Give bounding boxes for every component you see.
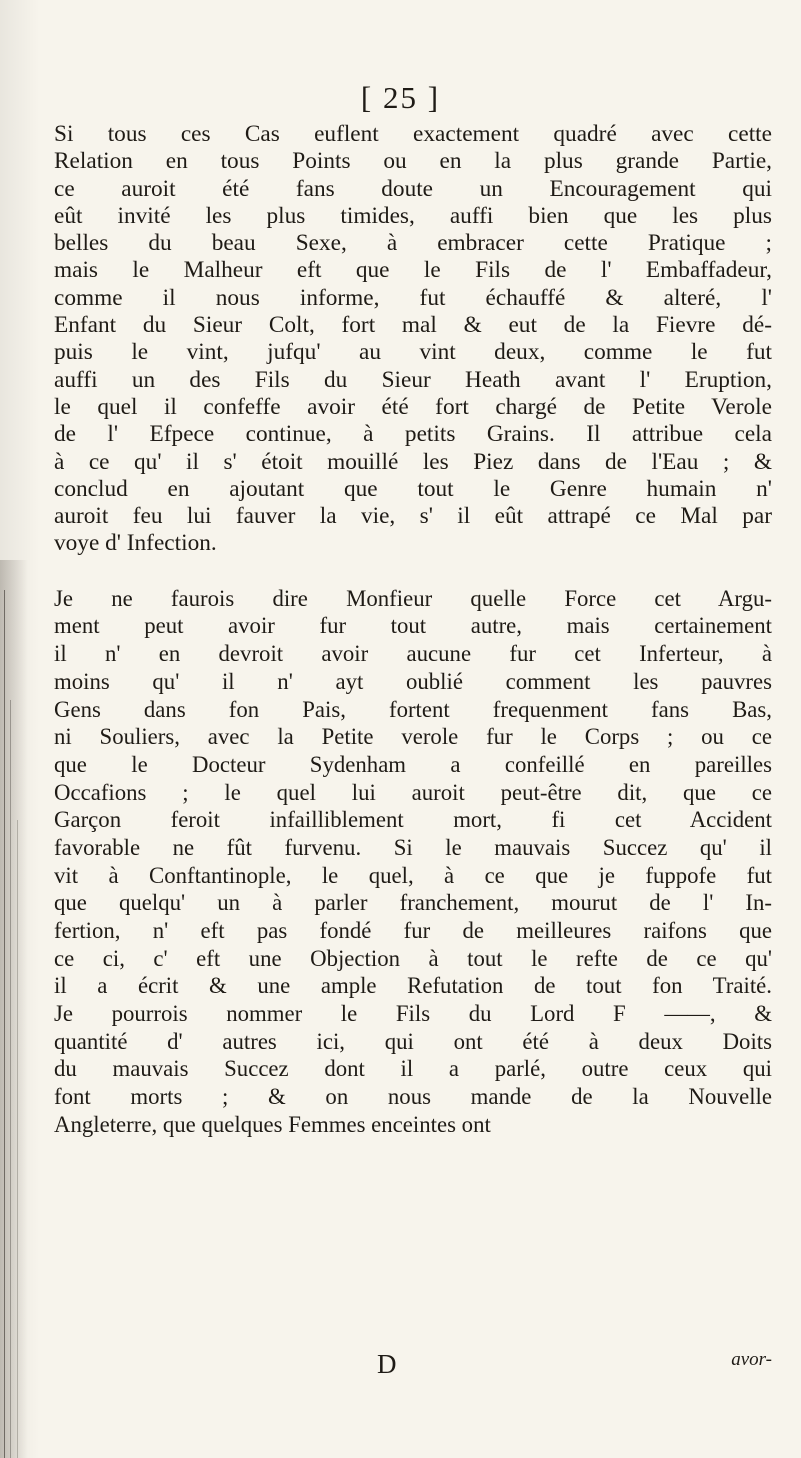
text-line: comme il nous informe, fut échauffé & alteré, l' — [54, 284, 772, 311]
text-line: Gens dans fon Pais, fortent frequenment fans Bas, — [54, 696, 772, 722]
text-line: belles du beau Sexe, à embracer cette Pratique ; — [54, 230, 772, 257]
text-line: font morts ; & on nous mande de la Nouvelle — [54, 1084, 772, 1110]
text-line: le quel il confeffe avoir été fort chargé de Petite Verole — [54, 393, 772, 420]
text-line: vit à Conftantinople, le quel, à ce que je fuppofe fut — [54, 862, 772, 888]
binding-edge-line — [17, 820, 18, 1458]
paragraph-1 — [54, 121, 772, 558]
text-line: mais le Malheur eft que le Fils de l' Embaffadeur, — [54, 257, 772, 284]
text-line: conclud en ajoutant que tout le Genre humain n' — [54, 475, 772, 502]
text-line: que le Docteur Sydenham a confeillé en pareilles — [54, 751, 772, 777]
text-line: de l' Efpece continue, à petits Grains. Il attribue cela — [54, 421, 772, 448]
text-line: favorable ne fût furvenu. Si le mauvais Succez qu' il — [54, 834, 772, 860]
page-number: [ 25 ] — [360, 80, 441, 115]
text-line: Je pourrois nommer le Fils du Lord F ——, & — [54, 1001, 772, 1027]
text-line: quantité d' autres ici, qui ont été à deux Doits — [54, 1028, 772, 1054]
text-line: auffi un des Fils du Sieur Heath avant l' Eruption, — [54, 366, 772, 393]
text-line: Occafions ; le quel lui auroit peut-être dit, que ce — [54, 779, 772, 805]
catchword: avor- — [731, 1349, 772, 1370]
text-line: auroit feu lui fauver la vie, s' il eût attrapé ce Mal par — [54, 503, 772, 530]
page-footer — [54, 1349, 772, 1379]
text-line: il n' en devroit avoir aucune fur cet Inferteur, à — [54, 641, 772, 667]
text-line: Angleterre, que quelques Femmes enceintes ont — [54, 1111, 491, 1137]
text-line: eût invité les plus timides, auffi bien que les plus — [54, 202, 772, 229]
text-line: Je ne faurois dire Monfieur quelle Force cet Argu- — [54, 585, 772, 611]
text-line: moins qu' il n' ayt oublié comment les pauvres — [54, 668, 772, 694]
text-line: ni Souliers, avec la Petite verole fur le Corps ; ou ce — [54, 724, 772, 750]
text-line: Enfant du Sieur Colt, fort mal & eut de la Fievre dé- — [54, 312, 772, 339]
signature-mark: D — [377, 1349, 397, 1379]
text-line: fertion, n' eft pas fondé fur de meilleures raifons que — [54, 918, 772, 943]
body-text — [54, 121, 772, 1139]
binding-edge-line — [10, 700, 11, 1458]
text-line: Si tous ces Cas euflent exactement quadré avec cette — [54, 121, 772, 147]
text-line: à ce qu' il s' étoit mouillé les Piez dans de l'Eau ; & — [54, 448, 772, 475]
paragraph-2 — [54, 585, 772, 1139]
text-line: il a écrit & une ample Refutation de tout fon Traité. — [54, 973, 772, 999]
text-line: voye d' Infection. — [54, 530, 217, 557]
text-line: Relation en tous Points ou en la plus grande Partie, — [54, 148, 772, 175]
text-line: du mauvais Succez dont il a parlé, outre ceux qui — [54, 1056, 772, 1082]
text-line: Garçon feroit infailliblement mort, fi cet Accident — [54, 807, 772, 833]
text-line: ment peut avoir fur tout autre, mais certainement — [54, 613, 772, 639]
text-line: puis le vint, jufqu' au vint deux, comme le fut — [54, 339, 772, 366]
text-line: que quelqu' un à parler franchement, mourut de l' In- — [54, 890, 772, 916]
text-line: ce ci, c' eft une Objection à tout le refte de ce qu' — [54, 945, 772, 971]
text-line: ce auroit été fans doute un Encouragement qui — [54, 175, 772, 202]
binding-edge-line — [4, 590, 5, 1458]
